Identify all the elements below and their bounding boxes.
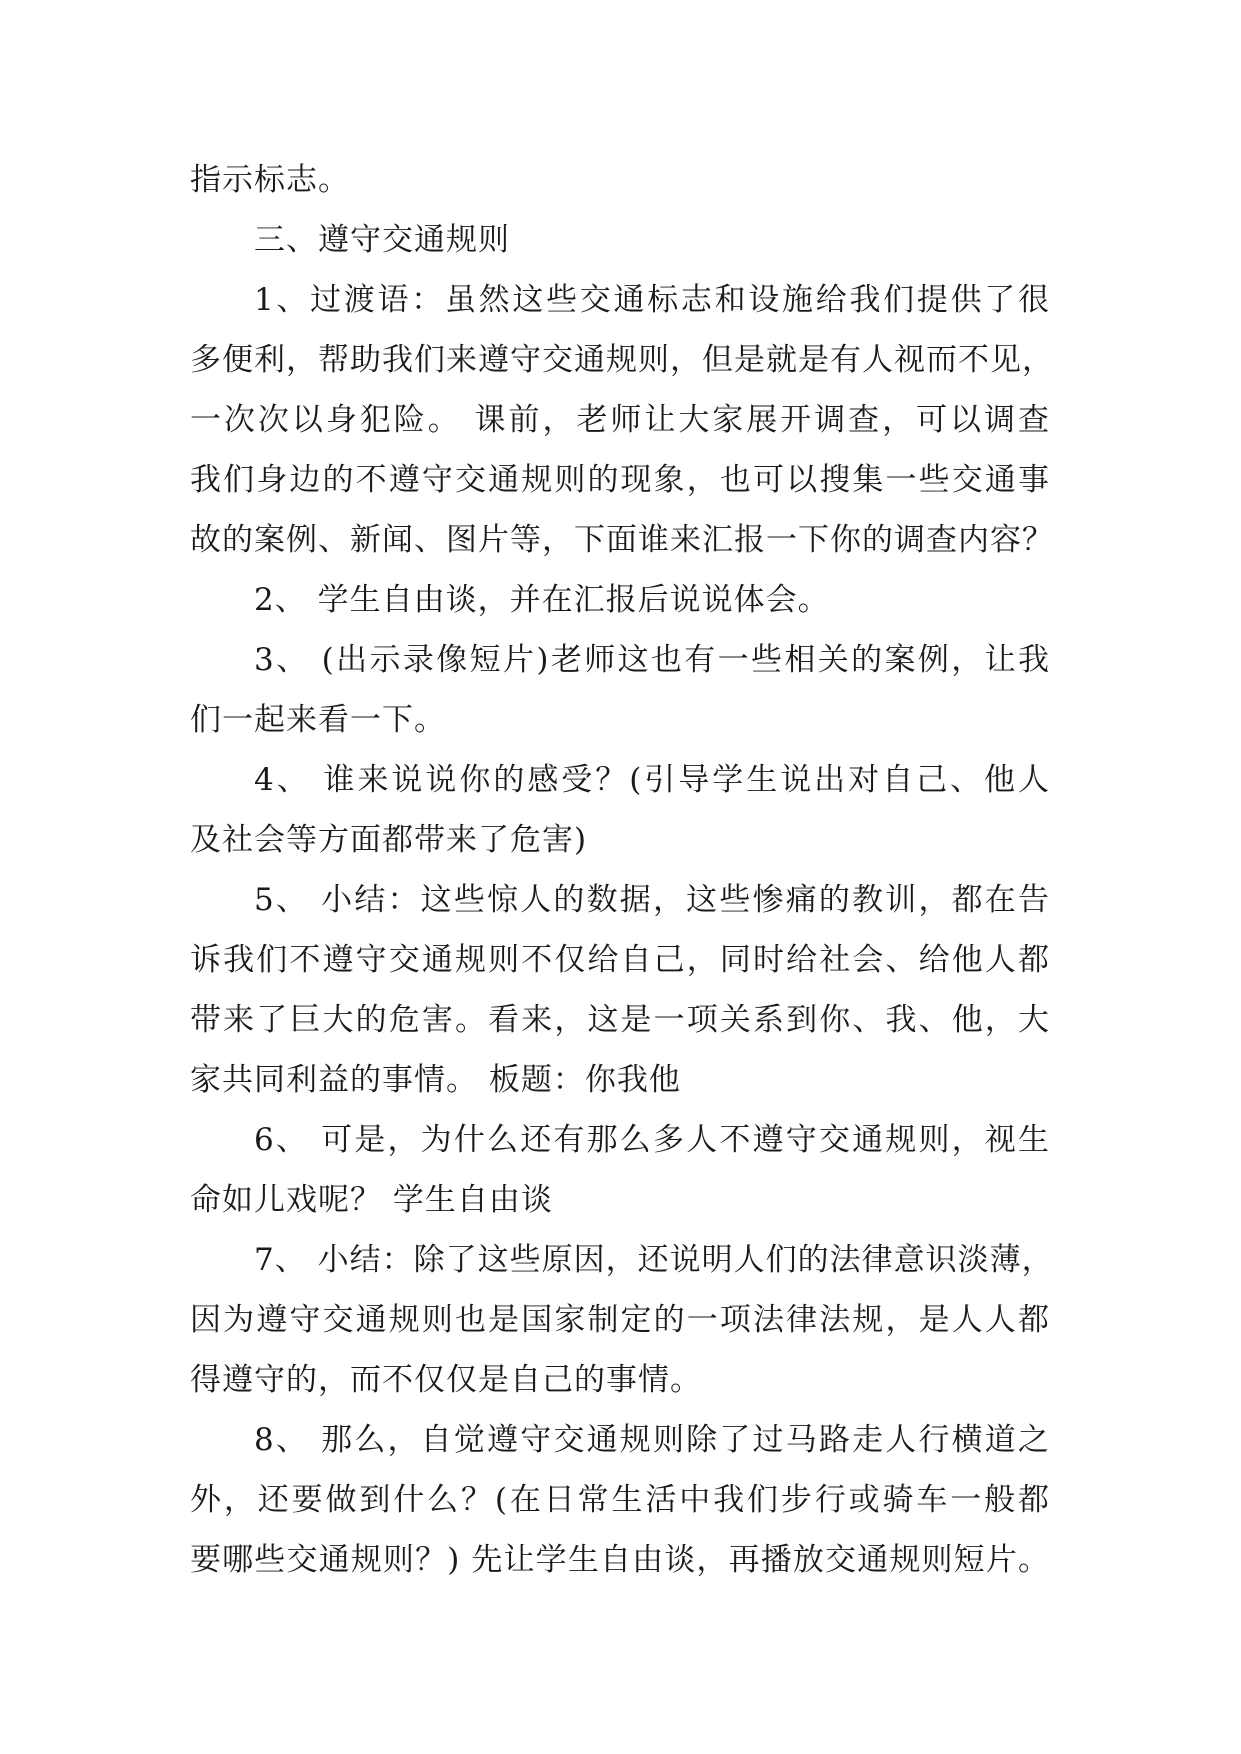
text-line: 命如儿戏呢？ 学生自由谈	[190, 1182, 553, 1218]
text-line: 及社会等方面都带来了危害)	[190, 822, 588, 858]
text-line: 8、 那么，自觉遵守交通规则除了过马路走人行横道之	[254, 1422, 1050, 1458]
text-line: 多便利，帮助我们来遵守交通规则，但是就是有人视而不见，	[190, 342, 1054, 378]
text-line: 要哪些交通规则？) 先让学生自由谈，再播放交通规则短片。	[190, 1542, 1050, 1578]
text-line: 带来了巨大的危害。看来，这是一项关系到你、我、他，大	[190, 1002, 1050, 1038]
text-line: 家共同利益的事情。 板题：你我他	[190, 1062, 681, 1098]
text-line: 们一起来看一下。	[190, 702, 446, 738]
text-line: 我们身边的不遵守交通规则的现象，也可以搜集一些交通事	[190, 462, 1050, 498]
text-line: 2、 学生自由谈，并在汇报后说说体会。	[254, 582, 830, 618]
text-line: 1、过渡语：虽然这些交通标志和设施给我们提供了很	[254, 282, 1050, 318]
text-line: 3、 (出示录像短片)老师这也有一些相关的案例，让我	[254, 642, 1050, 678]
text-line: 得遵守的，而不仅仅是自己的事情。	[190, 1362, 702, 1398]
text-line: 诉我们不遵守交通规则不仅给自己，同时给社会、给他人都	[190, 942, 1050, 978]
text-line: 7、 小结：除了这些原因，还说明人们的法律意识淡薄，	[254, 1242, 1054, 1278]
text-line: 一次次以身犯险。 课前，老师让大家展开调查，可以调查	[190, 402, 1050, 438]
text-line: 故的案例、新闻、图片等，下面谁来汇报一下你的调查内容？	[190, 522, 1054, 558]
text-line: 外，还要做到什么？(在日常生活中我们步行或骑车一般都	[190, 1482, 1050, 1518]
text-line: 4、 谁来说说你的感受？(引导学生说出对自己、他人	[254, 762, 1050, 798]
text-line: 6、 可是，为什么还有那么多人不遵守交通规则，视生	[254, 1122, 1050, 1158]
section-heading: 三、遵守交通规则	[254, 222, 510, 258]
text-line: 指示标志。	[190, 162, 350, 198]
text-line: 5、 小结：这些惊人的数据，这些惨痛的教训，都在告	[254, 882, 1050, 918]
text-line: 因为遵守交通规则也是国家制定的一项法律法规，是人人都	[190, 1302, 1050, 1338]
document-body	[190, 150, 1054, 1590]
